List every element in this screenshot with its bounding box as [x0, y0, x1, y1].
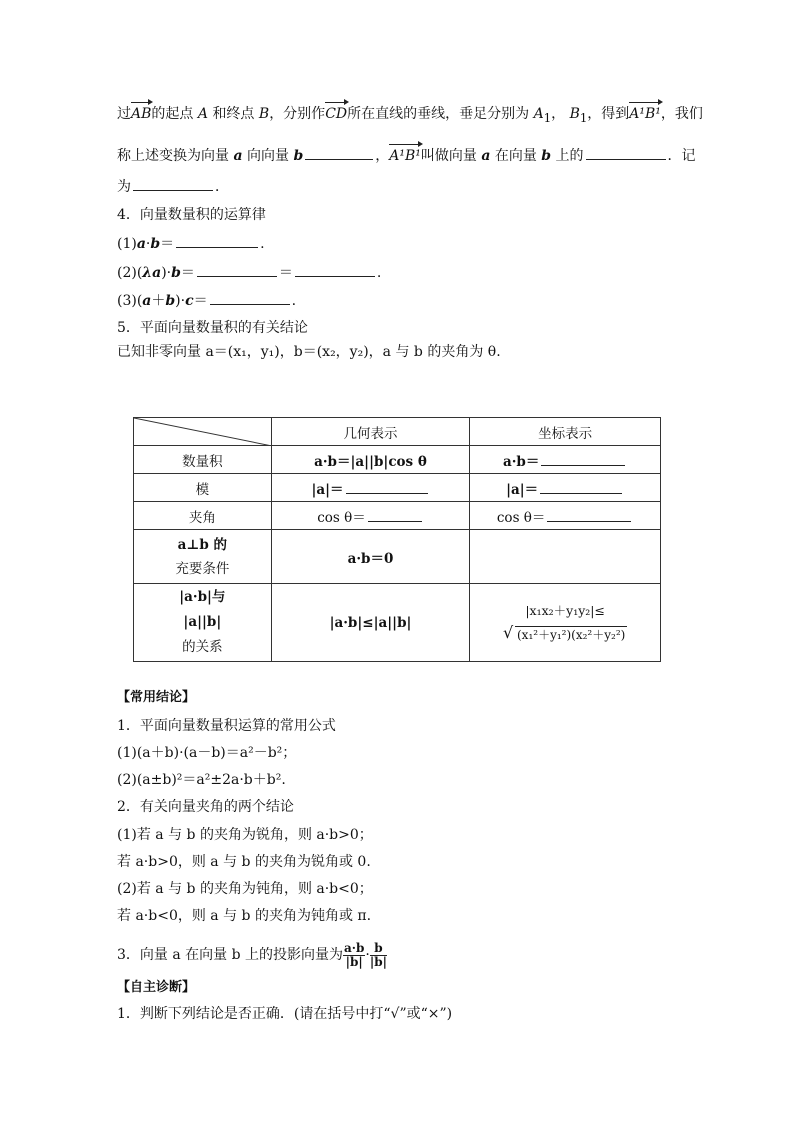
fill-blank[interactable] [541, 451, 625, 466]
cell-text: |a·b|与 [179, 589, 226, 605]
text: 称上述变换为向量 [117, 148, 229, 164]
angle-conclusion-1: (1)若 a 与 b 的夹角为锐角，则 a·b>0； [117, 827, 373, 843]
point-A1: A [533, 106, 544, 122]
vector-AB: AB [131, 106, 152, 122]
section-5-title: 5．平面向量数量积的有关结论 [117, 320, 308, 336]
cell-text: cos θ＝ [496, 509, 546, 526]
text: ，得到 [587, 106, 630, 122]
text: ， [375, 148, 390, 164]
numerator: b [370, 942, 387, 956]
vector-A1B1: A¹B¹ [389, 148, 421, 164]
relation-geo: |a·b|≤|a||b| [271, 584, 470, 662]
subscript: 1 [579, 110, 588, 125]
angle-coord [470, 502, 661, 530]
fill-blank[interactable] [586, 145, 666, 160]
formula-2: (2)(a±b)²＝a²±2a·b＋b². [117, 772, 286, 788]
row-label-dot-product: 数量积 [134, 446, 272, 474]
text: )· [175, 293, 186, 309]
cell-text: |a|＝ [311, 481, 344, 498]
vector-a: a [481, 148, 491, 164]
magnitude-coord [470, 474, 661, 502]
cell-text: |x₁x₂＋y₁y₂|≤ [525, 602, 605, 618]
cell-text: a⊥b 的 [177, 536, 228, 553]
row-label-perpendicular [134, 530, 272, 584]
text: (2)( [117, 265, 143, 281]
text: . [291, 293, 297, 309]
text: 和终点 [212, 106, 255, 122]
fill-blank[interactable] [176, 233, 258, 248]
text: ＝ [278, 265, 293, 281]
text: 过 [117, 106, 131, 122]
fill-blank[interactable] [547, 507, 631, 522]
fill-blank[interactable] [295, 262, 375, 277]
text: ＝ [193, 293, 208, 309]
row-label-magnitude: 模 [134, 474, 272, 502]
text: 的起点 [151, 106, 194, 122]
magnitude-geo [271, 474, 470, 502]
vector-a: a [233, 148, 243, 164]
question-1: 1．判断下列结论是否正确．(请在括号中打“√”或“×”) [117, 1006, 453, 1022]
header-geometric: 几何表示 [271, 418, 470, 446]
angle-conclusion-3: (2)若 a 与 b 的夹角为钝角，则 a·b<0； [117, 881, 373, 897]
formula-1: (1)(a＋b)·(a－b)＝a²－b²； [117, 745, 297, 761]
sqrt-expression [503, 623, 627, 647]
vector-CD: CD [325, 106, 348, 122]
fraction [370, 942, 387, 969]
intro-line-1 [117, 104, 703, 128]
text: 为 [117, 179, 131, 195]
rule-3 [117, 290, 296, 311]
vector-b: b [171, 265, 181, 281]
angle-geo [271, 502, 470, 530]
dot-product-geo: a·b＝|a||b|cos θ [271, 446, 470, 474]
numerator: a·b [344, 940, 365, 955]
rule-2 [117, 262, 381, 283]
cell-text: |a||b| [183, 614, 222, 630]
cell-text: cos θ＝ [317, 509, 366, 526]
rule-1 [117, 233, 265, 254]
text: 向向量 [246, 148, 289, 164]
text: . [260, 236, 265, 252]
vector-A1B1: A¹B¹ [629, 106, 661, 122]
text: 所在直线的垂线，垂足分别为 [347, 106, 530, 122]
fill-blank[interactable] [210, 290, 290, 305]
text: ＋ [151, 293, 166, 309]
fill-blank[interactable] [305, 145, 373, 160]
perpendicular-geo: a·b＝0 [271, 530, 470, 584]
fill-blank[interactable] [540, 479, 622, 494]
text: ．记 [667, 148, 696, 164]
angle-conclusion-2: 若 a·b>0，则 a 与 b 的夹角为锐角或 0. [117, 854, 371, 870]
projection-line: 3．向量 a 在向量 b 上的投影向量为 $\frac{a\cdot b}{|b|}$ · $\frac{b}{|b|}$ [117, 940, 387, 969]
vector-b: b [150, 236, 161, 252]
text: 在向量 [494, 148, 537, 164]
cell-text: (x₁²＋y₁²)(x₂²＋y₂²) [517, 627, 626, 642]
vector-a: a [142, 293, 152, 309]
fill-blank[interactable] [346, 479, 428, 494]
cell-text: 充要条件 [175, 560, 230, 577]
row-label-relation [134, 584, 272, 662]
fill-blank[interactable] [133, 176, 213, 191]
fraction [343, 942, 365, 969]
text: ， [551, 106, 566, 122]
text: ＝ [160, 236, 175, 252]
text: 上的 [555, 148, 584, 164]
relation-coord [470, 584, 661, 662]
point-B1: B [569, 106, 580, 122]
denominator: |b| [345, 954, 363, 969]
common-title-2: 2．有关向量夹角的两个结论 [117, 799, 294, 815]
vector-a: a [136, 236, 146, 252]
common-title-1: 1．平面向量数量积运算的常用公式 [117, 718, 336, 734]
text: ，分别作 [269, 106, 326, 122]
conclusion-table [133, 417, 661, 662]
intro-line-3 [117, 176, 229, 197]
row-label-angle: 夹角 [134, 502, 272, 530]
vector-c: c [185, 293, 194, 309]
diagonal-line [134, 418, 272, 446]
cell-text: |a|＝ [506, 481, 539, 498]
text: ，我们 [660, 106, 703, 122]
sqrt-icon: √ [503, 622, 514, 642]
vector-b: b [541, 148, 552, 164]
vector-b: b [293, 148, 304, 164]
self-diagnosis-heading: 【自主诊断】 [117, 980, 196, 995]
text: ＝ [180, 265, 195, 281]
cell-text: a·b＝ [502, 453, 540, 470]
dot-product-coord [470, 446, 661, 474]
intro-line-2 [117, 145, 696, 166]
diagonal-header-cell [134, 418, 272, 446]
subscript: 1 [543, 110, 552, 125]
point-A: A [197, 106, 208, 122]
text: 叫做向量 [420, 148, 477, 164]
denominator: |b| [369, 954, 387, 969]
text: . [376, 265, 382, 281]
text: · [145, 236, 151, 252]
section-4-title: 4．向量数量积的运算律 [117, 207, 266, 223]
angle-conclusion-4: 若 a·b<0，则 a 与 b 的夹角为钝角或 π. [117, 908, 372, 924]
text: (1) [117, 236, 137, 252]
common-heading: 【常用结论】 [117, 690, 196, 705]
section-5-desc: 已知非零向量 a＝(x₁，y₁)，b＝(x₂，y₂)，a 与 b 的夹角为 θ. [117, 344, 501, 360]
text: )· [161, 265, 172, 281]
fill-blank[interactable] [368, 507, 422, 522]
header-coordinate: 坐标表示 [470, 418, 661, 446]
perpendicular-coord [470, 530, 661, 584]
text: 3．向量 a 在向量 b 上的投影向量为 [117, 947, 344, 963]
cell-text: 的关系 [182, 639, 223, 655]
point-B: B [258, 106, 270, 122]
fill-blank[interactable] [197, 262, 277, 277]
vector-b: b [165, 293, 176, 309]
lambda-a: λa [142, 265, 162, 281]
text: ． [215, 179, 229, 195]
text: (3)( [117, 293, 143, 309]
